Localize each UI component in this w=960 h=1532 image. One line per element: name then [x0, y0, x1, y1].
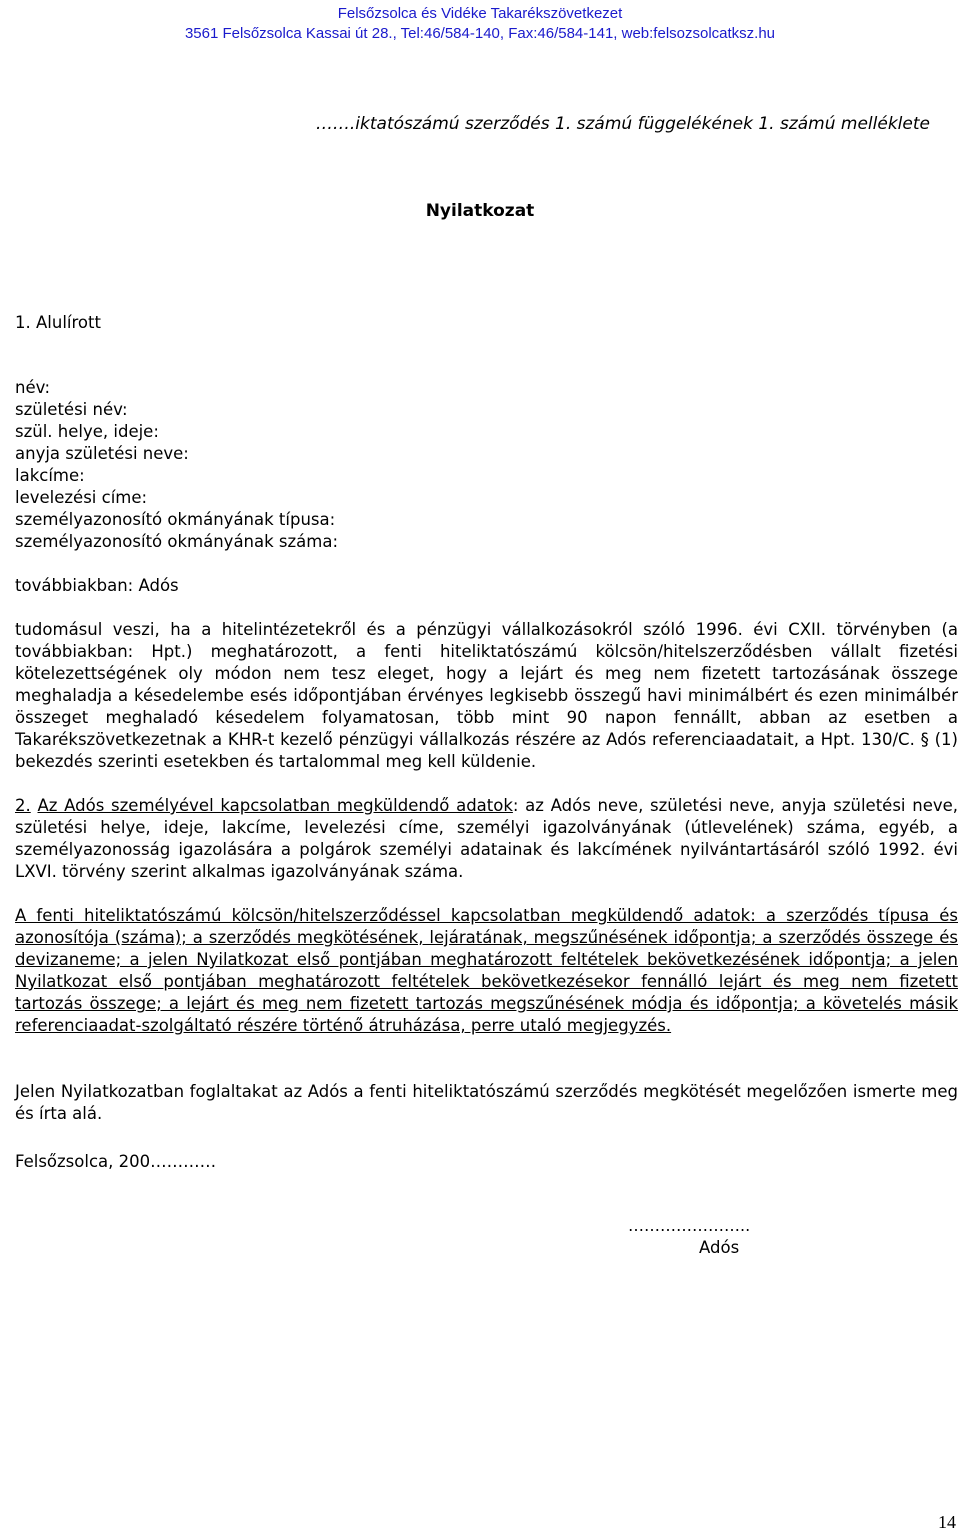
- field-mother-name: anyja születési neve:: [15, 444, 189, 463]
- field-address: lakcíme:: [15, 466, 85, 485]
- section2-heading: Az Adós személyével kapcsolatban megküldendő adatok: [37, 796, 513, 815]
- section2-number: 2.: [15, 796, 31, 815]
- field-id-type: személyazonosító okmányának típusa:: [15, 510, 336, 529]
- personal-fields: [15, 377, 338, 553]
- section2-text: : az Adós neve, születési neve, anyja születési neve, születési helye, ideje, lakcíme, levelezési címe, személyi igazolványának (útlevelének) száma, egyéb, a személyazonosság igazolására a polgárok személyi adatainak és lakcímének nyilvántartásáról szóló 1992. évi LXVI. törvény szerint alkalmas igazolványának száma.: [15, 796, 959, 881]
- hereinafter-line: továbbiakban: Adós: [15, 576, 179, 595]
- field-mailing-address: levelezési címe:: [15, 488, 148, 507]
- paragraph-contract-data: A fenti hiteliktatószámú kölcsön/hitelszerződéssel kapcsolatban megküldendő adatok: a szerződés típusa és azonosítója (száma); a szerződés megkötésének, lejáratának, megszűnésének időpontja; a szerződés összege és devizaneme; a jelen Nyilatkozat első pontjában meghatározott feltételek bekövetkezésének időpontja; a jelen Nyilatkozat első pontjában meghatározott feltételek bekövetkezésekor fennálló lejárt és meg nem fizetett tartozás összege; a lejárt és meg nem fizetett tartozás megszűnésének módja és időpontja; a követelés másik referenciaadat-szolgáltató részére történő átruházása, perre utaló megjegyzés.: [15, 906, 958, 1035]
- letterhead-name: Felsőzsolca és Vidéke Takarékszövetkezet: [337, 5, 623, 22]
- paragraph-khr-notice: tudomásul veszi, ha a hitelintézetekről és a pénzügyi vállalkozásokról szóló 1996. évi CXII. törvényben (a továbbiakban: Hpt.) meghatározott, a fenti hiteliktatószámú kölcsön/hitelszerződésben vállalt fizetési kötelezettségének oly módon nem tesz eleget, hogy a lejárt és meg nem fizetett tartozásának összege meghaladja a késedelembe esés időpontjában érvényes legkisebb összegű havi minimálbért és ezen minimálbér összeget meghaladó késedelem folyamatosan, több mint 90 napon fennállt, abban az esetben a Takarékszövetkezetnak a KHR-t kezelő pénzügyi vállalkozás részére az Adós referenciaadatait, a Hpt. 130/C. § (1) bekezdés szerinti esetekben és tartalommal meg kell küldenie.: [15, 620, 958, 771]
- field-birth-place-date: szül. helye, ideje:: [15, 422, 159, 441]
- letterhead: [0, 4, 960, 44]
- field-name: név:: [15, 378, 51, 397]
- signature-label: Adós: [699, 1238, 740, 1257]
- page-title: Nyilatkozat: [425, 201, 535, 221]
- paragraph-acknowledgement: Jelen Nyilatkozatban foglaltakat az Adós a fenti hiteliktatószámú szerződés megkötését megelőzően ismerte meg és írta alá.: [15, 1082, 958, 1123]
- section2-paragraph: [15, 795, 958, 883]
- field-birth-name: születési név:: [15, 400, 128, 419]
- page-number: 14: [938, 1512, 956, 1532]
- section1-heading: 1. Alulírott: [15, 313, 101, 332]
- reference-line: …….iktatószámú szerződés 1. számú függelékének 1. számú melléklete: [315, 114, 930, 134]
- field-id-number: személyazonosító okmányának száma:: [15, 532, 339, 551]
- place-date: Felsőzsolca, 200…………: [15, 1152, 217, 1171]
- signature-line: …………………..: [628, 1216, 751, 1235]
- letterhead-address: 3561 Felsőzsolca Kassai út 28., Tel:46/584-140, Fax:46/584-141, web:felsozsolcatksz.hu: [184, 25, 776, 42]
